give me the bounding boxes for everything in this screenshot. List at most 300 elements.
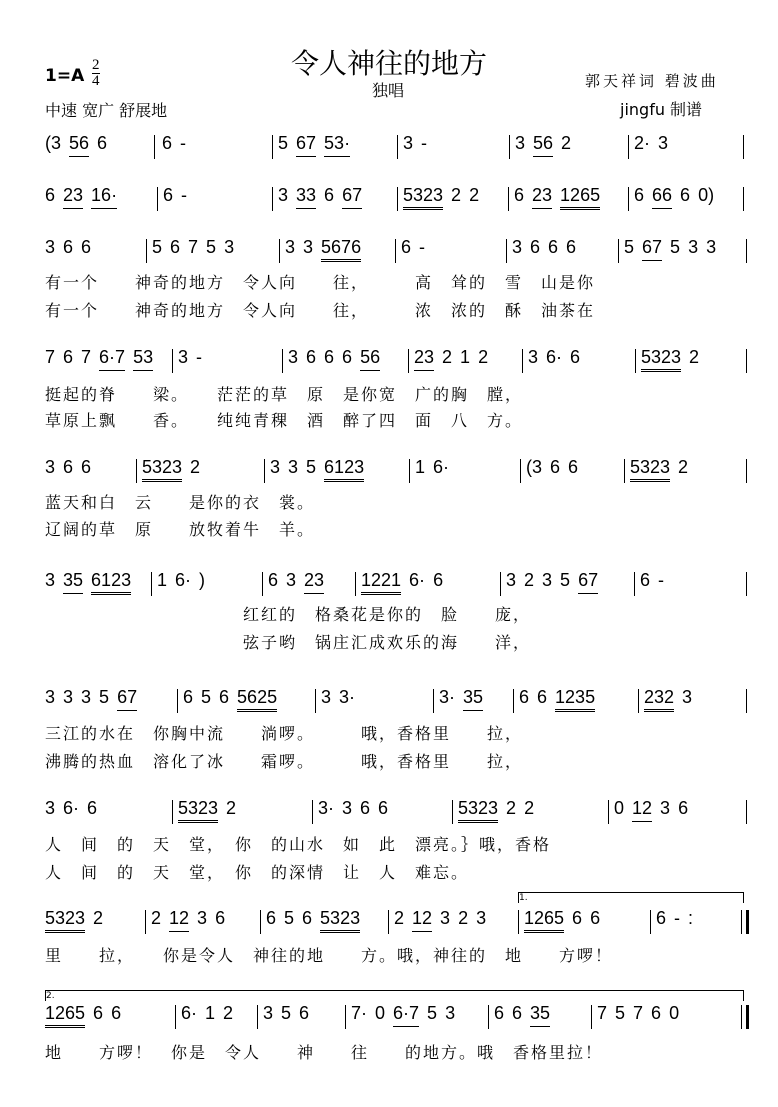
volta-bracket: 1. — [518, 892, 744, 903]
lyric-line: 里 拉， 你是令人 神往的地 方。哦，神往的 地 方啰！ — [45, 946, 614, 965]
measure — [163, 185, 195, 206]
note-group: 33 — [296, 185, 316, 209]
note-group: 6 — [306, 347, 317, 367]
note-group: 5 — [560, 570, 571, 590]
note-group: 6 — [87, 798, 98, 818]
note-group: 67 — [296, 133, 316, 157]
lyric-line: 蓝天和白 云 是你的衣 裳。 — [45, 493, 316, 512]
lyric-line: 辽阔的草 原 放牧着牛 羊。 — [45, 520, 316, 539]
measure — [162, 133, 194, 154]
note-group: 6 — [299, 1003, 310, 1023]
note-group: 3 — [285, 237, 296, 257]
note-group: 5 — [201, 687, 212, 707]
note-group: 53 — [133, 347, 153, 371]
note-group: 5 — [206, 237, 217, 257]
barline — [145, 910, 146, 934]
barline — [591, 1005, 592, 1029]
note-group: 6 — [568, 457, 579, 477]
note-group: 2 — [561, 133, 572, 153]
note-group: 6 — [570, 347, 581, 367]
note-group: 5625 — [237, 687, 277, 712]
measure — [403, 133, 435, 154]
note-group: 7 — [81, 347, 92, 367]
note-group: 67 — [342, 185, 362, 209]
note-group: 6· — [409, 570, 426, 590]
note-group: 3 — [45, 237, 56, 257]
note-group: 5323 — [403, 185, 443, 210]
measure — [321, 687, 363, 708]
note-group: 7 — [597, 1003, 608, 1023]
measure — [528, 347, 588, 368]
note-group: 6 — [566, 237, 577, 257]
note-group: 2 — [678, 457, 689, 477]
note-group: 3 — [476, 908, 487, 928]
measure — [45, 133, 115, 157]
note-group: 7 — [45, 347, 56, 367]
note-group: 2 — [478, 347, 489, 367]
lyric-line: 红红的 格桑花是你的 脸 庞， — [45, 605, 532, 624]
note-group: 1265 — [560, 185, 600, 210]
measure — [641, 347, 707, 372]
note-group: 6· — [181, 1003, 198, 1023]
barline — [746, 689, 747, 713]
note-group: 6 — [81, 237, 92, 257]
song-title: 令人神往的地方 — [290, 47, 487, 80]
note-group: 2 — [226, 798, 237, 818]
note-group: - — [421, 133, 428, 153]
note-group: 6 — [651, 1003, 662, 1023]
note-group: 3 — [403, 133, 414, 153]
measure — [151, 908, 233, 932]
measure — [644, 687, 700, 712]
barline — [488, 1005, 489, 1029]
note-group: 6 — [81, 457, 92, 477]
measure — [288, 347, 388, 371]
barline — [408, 349, 409, 373]
note-group: 1235 — [555, 687, 595, 712]
lyric-line: 沸腾的热血 溶化了冰 霜啰。 哦，香格里 拉， — [45, 752, 524, 771]
note-group: 3 — [506, 570, 517, 590]
note-group: 6 — [640, 570, 651, 590]
note-group: 6 — [170, 237, 181, 257]
note-group: - — [658, 570, 665, 590]
note-group: 6 — [519, 687, 530, 707]
note-group: 23 — [63, 185, 83, 209]
measure — [45, 687, 145, 711]
note-group: 5 — [427, 1003, 438, 1023]
note-group: 3 — [342, 798, 353, 818]
measure — [414, 347, 496, 371]
note-group: 3 — [286, 570, 297, 590]
measure — [656, 908, 701, 929]
note-group: 67 — [578, 570, 598, 594]
note-group: 5 — [99, 687, 110, 707]
note-group: 6 — [433, 570, 444, 590]
note-group: 3 — [445, 1003, 456, 1023]
note-group: - — [674, 908, 681, 928]
note-group: 16· — [91, 185, 117, 209]
lyric-line: 挺起的脊 梁。 茫茫的草 原 是你宽 广的胸 膛， — [45, 385, 524, 404]
measure — [634, 133, 676, 154]
note-group: 1 — [157, 570, 168, 590]
note-group: 3 — [512, 237, 523, 257]
note-group: 5 — [306, 457, 317, 477]
note-group: 6 — [512, 1003, 523, 1023]
time-numerator: 2 — [92, 57, 100, 73]
note-group: 1265 — [45, 1003, 85, 1028]
subtitle: 独唱 — [372, 81, 405, 100]
barline — [624, 459, 625, 483]
note-group: 3 — [263, 1003, 274, 1023]
barline — [345, 1005, 346, 1029]
note-group: 35 — [463, 687, 483, 711]
lyric-line: 人 间 的 天 堂， 你 的深情 让 人 难忘。 — [45, 863, 470, 882]
note-group: 5 — [284, 908, 295, 928]
measure — [270, 457, 372, 482]
note-group: 56 — [360, 347, 380, 371]
note-group: 6· — [546, 347, 563, 367]
measure — [634, 185, 722, 209]
note-group: 0 — [614, 798, 625, 818]
barline — [388, 910, 389, 934]
note-group: 3 — [660, 798, 671, 818]
measure — [142, 457, 208, 482]
measure — [512, 237, 584, 258]
note-group: 6 — [183, 687, 194, 707]
note-group: 6 — [514, 185, 525, 205]
measure — [630, 457, 696, 482]
note-group: 6 — [45, 185, 56, 205]
note-group: 6 — [163, 185, 174, 205]
note-group: 0 — [669, 1003, 680, 1023]
note-group: 1 — [205, 1003, 216, 1023]
note-group: - — [181, 185, 188, 205]
note-group: 6 — [378, 798, 389, 818]
note-group: 5 — [281, 1003, 292, 1023]
barline — [397, 187, 398, 211]
note-group: 6 — [63, 237, 74, 257]
note-group: 3 — [688, 237, 699, 257]
measure — [45, 1003, 129, 1028]
note-group: 6 — [530, 237, 541, 257]
note-group: 6 — [97, 133, 108, 153]
note-group: 3 — [542, 570, 553, 590]
barline — [743, 135, 744, 159]
note-group: 66 — [652, 185, 672, 209]
note-group: 5323 — [641, 347, 681, 372]
measure — [494, 1003, 558, 1027]
note-group: (3 — [526, 457, 543, 477]
measure — [157, 570, 213, 591]
note-group: 2 — [394, 908, 405, 928]
measure — [514, 185, 608, 210]
note-group: 5323 — [320, 908, 360, 933]
note-group: 6 — [494, 1003, 505, 1023]
note-group: 2 — [506, 798, 517, 818]
credits: 郭天祥词 碧波曲 — [585, 72, 719, 90]
note-group: 5 — [152, 237, 163, 257]
note-group: 6 — [111, 1003, 122, 1023]
tempo-marking: 中速 宽广 舒展地 — [45, 101, 168, 120]
final-barline — [741, 1005, 749, 1029]
note-group: 35 — [63, 570, 83, 594]
note-group: 2 — [524, 798, 535, 818]
note-group: 23 — [414, 347, 434, 371]
barline — [397, 135, 398, 159]
note-group: 5 — [624, 237, 635, 257]
barline — [175, 1005, 176, 1029]
note-group: 6 — [342, 347, 353, 367]
measure — [614, 798, 696, 822]
note-group: : — [688, 908, 694, 928]
note-group: 67 — [117, 687, 137, 711]
note-group: 2 — [451, 185, 462, 205]
barline — [509, 135, 510, 159]
note-group: 2 — [458, 908, 469, 928]
measure — [403, 185, 487, 210]
note-group: 3 — [288, 457, 299, 477]
lyric-line: 弦子哟 锅庄汇成欢乐的海 洋， — [45, 633, 532, 652]
measure — [439, 687, 491, 711]
measure — [401, 237, 433, 258]
note-group: (3 — [45, 133, 62, 153]
note-group: 3 — [63, 687, 74, 707]
barline — [628, 135, 629, 159]
note-group: 6 — [324, 185, 335, 205]
note-group: 23 — [532, 185, 552, 209]
note-group: 2 — [93, 908, 104, 928]
note-group: 3 — [528, 347, 539, 367]
barline — [746, 800, 747, 824]
note-group: 3· — [439, 687, 456, 707]
note-group: 6 — [324, 347, 335, 367]
measure — [268, 570, 332, 594]
barline — [746, 349, 747, 373]
barline — [157, 187, 158, 211]
note-group: 7· — [351, 1003, 368, 1023]
barline — [151, 572, 152, 596]
note-group: 6 — [572, 908, 583, 928]
note-group: 2 — [190, 457, 201, 477]
note-group: 6 — [162, 133, 173, 153]
measure — [45, 908, 111, 933]
note-group: - — [419, 237, 426, 257]
measure — [515, 133, 579, 157]
barline — [506, 239, 507, 263]
measure — [458, 798, 542, 823]
note-group: 5323 — [178, 798, 218, 823]
barline — [355, 572, 356, 596]
barline — [608, 800, 609, 824]
note-group: 6 — [548, 237, 559, 257]
measure — [597, 1003, 687, 1024]
note-group: 2 — [524, 570, 535, 590]
note-group: 6 — [678, 798, 689, 818]
barline — [650, 910, 651, 934]
measure — [415, 457, 457, 478]
lyric-line: 有一个 神奇的地方 令人向 往， 浓 浓的 酥 油茶在 — [45, 301, 596, 320]
measure — [640, 570, 672, 591]
note-group: 12 — [412, 908, 432, 932]
volta-bracket: 2. — [45, 990, 744, 1001]
note-group: 6 — [268, 570, 279, 590]
barline — [452, 800, 453, 824]
note-group: 3 — [45, 570, 56, 590]
note-group: 6 — [634, 185, 645, 205]
note-group: 2 — [469, 185, 480, 205]
barline — [433, 689, 434, 713]
barline — [177, 689, 178, 713]
note-group: 7 — [633, 1003, 644, 1023]
measure — [524, 908, 608, 933]
note-group: 6 — [401, 237, 412, 257]
barline — [518, 910, 519, 934]
note-group: 6 — [656, 908, 667, 928]
barline — [635, 349, 636, 373]
lyric-line: 人 间 的 天 堂， 你 的山水 如 此 漂亮。｝哦，香格 — [45, 835, 552, 854]
barline — [272, 187, 273, 211]
note-group: 12 — [169, 908, 189, 932]
note-group: 6 — [590, 908, 601, 928]
note-group: 1 — [415, 457, 426, 477]
note-group: 5 — [615, 1003, 626, 1023]
measure — [45, 185, 125, 209]
measure — [519, 687, 603, 712]
note-group: 5676 — [321, 237, 361, 262]
note-group: 6 — [215, 908, 226, 928]
time-signature — [92, 58, 100, 89]
note-group: 1 — [460, 347, 471, 367]
measure — [45, 347, 161, 371]
note-group: 3 — [706, 237, 717, 257]
barline — [746, 572, 747, 596]
note-group: 53· — [324, 133, 350, 157]
lyric-line: 地 方啰！ 你是 令人 神 往 的地方。哦 香格里拉！ — [45, 1043, 604, 1062]
key-signature: 1=A — [45, 66, 85, 86]
barline — [172, 349, 173, 373]
measure — [285, 237, 369, 262]
measure — [266, 908, 368, 933]
barline — [154, 135, 155, 159]
barline — [522, 349, 523, 373]
note-group: 6· — [433, 457, 450, 477]
barline — [172, 800, 173, 824]
measure — [351, 1003, 463, 1027]
measure — [178, 347, 210, 368]
measure — [506, 570, 606, 594]
note-group: 2 — [442, 347, 453, 367]
barline — [500, 572, 501, 596]
measure — [178, 798, 244, 823]
note-group: 5323 — [45, 908, 85, 933]
barline — [257, 1005, 258, 1029]
note-group: 5323 — [630, 457, 670, 482]
measure — [318, 798, 396, 819]
note-group: 3 — [658, 133, 669, 153]
note-group: 6 — [93, 1003, 104, 1023]
note-group: 12 — [632, 798, 652, 822]
note-group: 6·7 — [99, 347, 125, 371]
measure — [152, 237, 242, 258]
note-group: 6 — [537, 687, 548, 707]
barline — [618, 239, 619, 263]
note-group: 2 — [223, 1003, 234, 1023]
note-group: 5 — [278, 133, 289, 153]
note-group: 6·7 — [393, 1003, 419, 1027]
note-group: 3 — [45, 457, 56, 477]
barline — [312, 800, 313, 824]
note-group: 6123 — [324, 457, 364, 482]
lyric-line: 有一个 神奇的地方 令人向 往， 高 耸的 雪 山是你 — [45, 273, 596, 292]
measure — [45, 798, 105, 819]
note-group: 56 — [533, 133, 553, 157]
measure — [45, 457, 99, 478]
note-group: 6123 — [91, 570, 131, 595]
note-group: 3 — [197, 908, 208, 928]
barline — [146, 239, 147, 263]
measure — [278, 133, 358, 157]
note-group: 3 — [81, 687, 92, 707]
note-group: 232 — [644, 687, 674, 712]
barline — [315, 689, 316, 713]
note-group: 6 — [63, 457, 74, 477]
note-group: 1221 — [361, 570, 401, 595]
note-group: - — [180, 133, 187, 153]
measure — [394, 908, 494, 932]
note-group: 7 — [188, 237, 199, 257]
note-group: - — [196, 347, 203, 367]
note-group: 3 — [321, 687, 332, 707]
note-group: 2 — [151, 908, 162, 928]
measure — [526, 457, 586, 478]
note-group: 3 — [278, 185, 289, 205]
note-group: 3 — [303, 237, 314, 257]
note-group: 3 — [270, 457, 281, 477]
barline — [508, 187, 509, 211]
measure — [361, 570, 451, 595]
barline — [260, 910, 261, 934]
time-denominator: 4 — [92, 73, 100, 89]
barline — [272, 135, 273, 159]
measure — [624, 237, 724, 261]
note-group: 3· — [318, 798, 335, 818]
note-group: 2 — [689, 347, 700, 367]
note-group: 3 — [45, 687, 56, 707]
barline — [409, 459, 410, 483]
note-group: 3 — [288, 347, 299, 367]
note-group: 6· — [175, 570, 192, 590]
barline — [513, 689, 514, 713]
barline — [628, 187, 629, 211]
barline — [136, 459, 137, 483]
note-group: 2· — [634, 133, 651, 153]
barline — [262, 572, 263, 596]
note-group: 56 — [69, 133, 89, 157]
note-group: 3· — [339, 687, 356, 707]
barline — [282, 349, 283, 373]
note-group: 5323 — [142, 457, 182, 482]
note-group: 3 — [178, 347, 189, 367]
measure — [45, 570, 139, 595]
note-group: 35 — [530, 1003, 550, 1027]
note-group: 6· — [63, 798, 80, 818]
measure — [45, 237, 99, 258]
note-group: 6 — [63, 347, 74, 367]
note-group: 5323 — [458, 798, 498, 823]
barline — [746, 459, 747, 483]
note-group: 6 — [266, 908, 277, 928]
measure — [278, 185, 370, 209]
